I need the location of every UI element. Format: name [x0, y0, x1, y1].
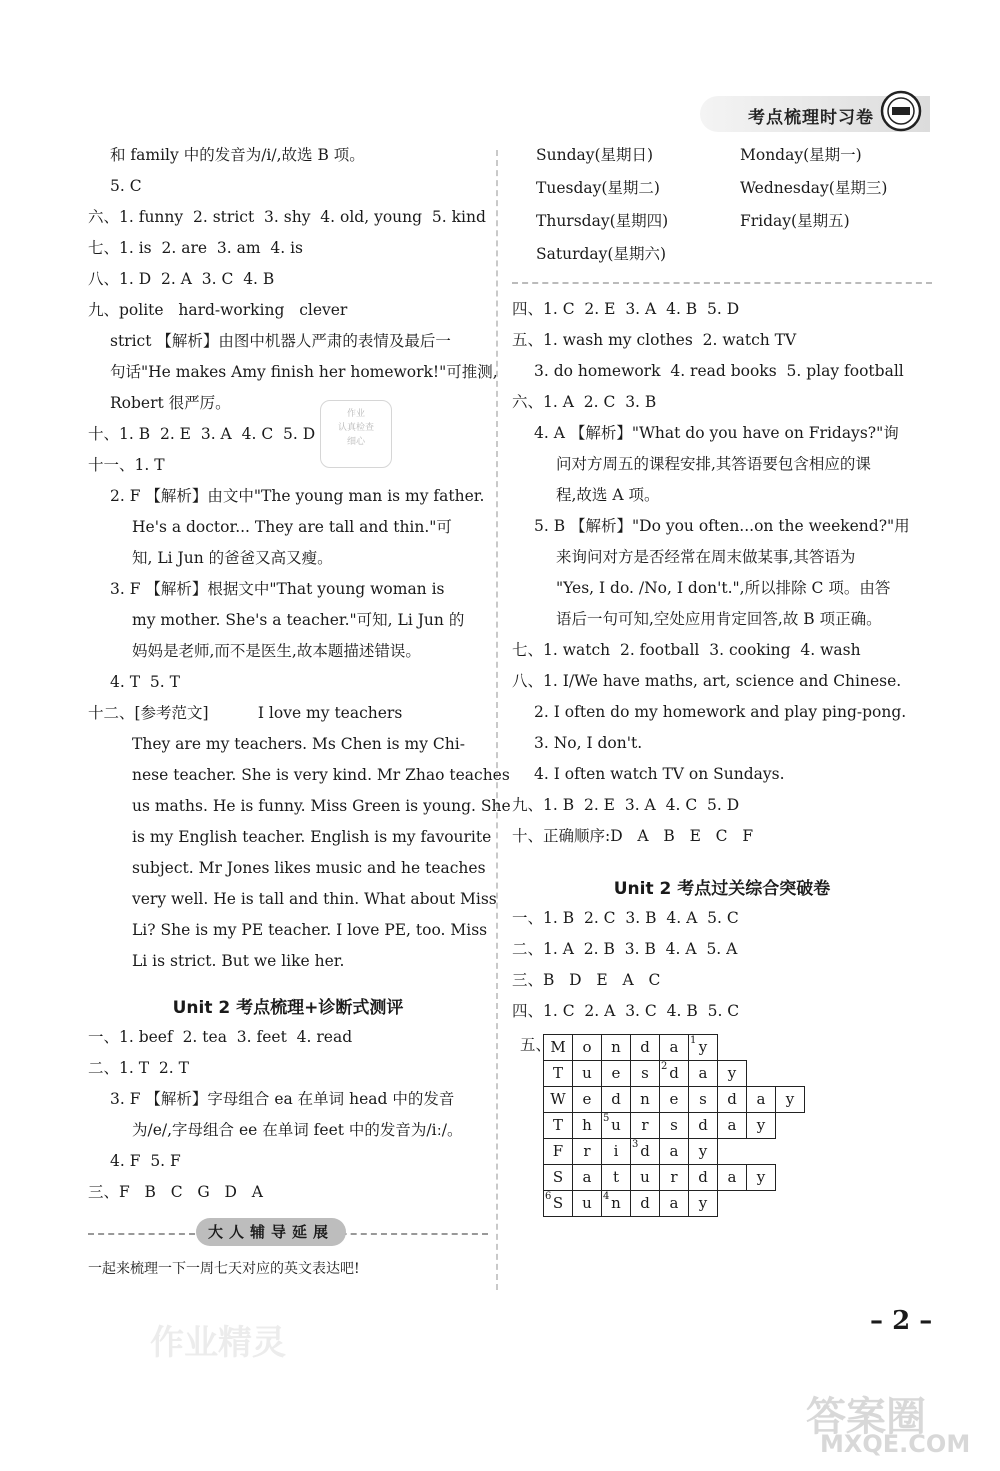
answer-line: Li? She is my PE teacher. I love PE, too. Miss	[132, 921, 488, 939]
answer-line: 4. F 5. F	[110, 1152, 181, 1170]
crossword-letter: y	[756, 1168, 766, 1186]
answer-line: 四、1. C 2. A 3. C 4. B 5. C	[512, 1002, 740, 1020]
answer-line: 一、1. beef 2. tea 3. feet 4. read	[88, 1028, 353, 1046]
crossword-row	[544, 1165, 776, 1191]
crossword-letter: T	[552, 1116, 563, 1134]
crossword-cell	[543, 1138, 573, 1165]
crossword-letter: d	[727, 1090, 737, 1108]
weekday-item: Sunday(星期日)	[536, 146, 654, 164]
crossword-letter: y	[727, 1064, 737, 1082]
crossword-letter: r	[641, 1116, 649, 1134]
answer-line: 七、1. watch 2. football 3. cooking 4. wash	[512, 641, 861, 659]
crossword-cell	[746, 1164, 776, 1191]
crossword-cell	[601, 1112, 631, 1139]
crossword-cell	[717, 1060, 747, 1087]
crossword-letter: n	[611, 1194, 621, 1212]
crossword-letter: a	[698, 1064, 708, 1082]
crossword-letter: a	[669, 1142, 679, 1160]
crossword-cell	[572, 1034, 602, 1061]
crossword-letter: y	[785, 1090, 795, 1108]
crossword-cell	[746, 1112, 776, 1139]
answer-line: us maths. He is funny. Miss Green is young. She	[132, 797, 511, 815]
crossword-cell	[543, 1190, 573, 1217]
answer-line: 4. A 【解析】"What do you have on Fridays?"询	[534, 424, 899, 442]
crossword-letter: a	[669, 1038, 679, 1056]
crossword-letter: d	[698, 1116, 708, 1134]
crossword-clue-number: 1	[690, 1035, 697, 1046]
crossword-letter: T	[552, 1064, 563, 1082]
crossword-cell	[688, 1138, 718, 1165]
crossword-grid	[512, 1031, 932, 1221]
answer-line: They are my teachers. Ms Chen is my Chi-	[132, 735, 465, 753]
answer-line: nese teacher. She is very kind. Mr Zhao teaches	[132, 766, 510, 784]
answer-line: 九、1. B 2. E 3. A 4. C 5. D	[512, 796, 740, 814]
answer-line: Robert 很严厉。	[110, 394, 231, 412]
answer-line: 3. No, I don't.	[534, 734, 643, 752]
watermark-url: MXQE.COM	[820, 1430, 971, 1458]
left-answers-block	[88, 140, 511, 977]
crossword-cell	[543, 1060, 573, 1087]
crossword-letter: e	[611, 1064, 621, 1082]
crossword-letter: a	[727, 1116, 737, 1134]
crossword-letter: d	[640, 1142, 650, 1160]
crossword-label: 五、	[520, 1036, 552, 1054]
weekday-item: Thursday(星期四)	[536, 212, 669, 230]
crossword-cell	[601, 1190, 631, 1217]
crossword-letter: S	[552, 1194, 564, 1212]
crossword-cell	[659, 1190, 689, 1217]
crossword-cell	[688, 1060, 718, 1087]
crossword-letter: a	[756, 1090, 766, 1108]
crossword-letter: h	[582, 1116, 592, 1134]
crossword-letter: i	[613, 1142, 619, 1160]
adult-guidance-label: 大人辅导延展	[196, 1218, 346, 1246]
stamp-mark: 作业 认真检查 细心	[320, 400, 392, 468]
answer-line: 5. B 【解析】"Do you often...on the weekend?"用	[534, 517, 910, 535]
crossword-cell	[659, 1112, 689, 1139]
crossword-cell	[630, 1190, 660, 1217]
crossword-cell	[572, 1060, 602, 1087]
crossword-cell	[543, 1034, 573, 1061]
answer-line: 为/e/,字母组合 ee 在单词 feet 中的发音为/iː/。	[132, 1121, 463, 1139]
answer-line: 八、1. D 2. A 3. C 4. B	[88, 270, 275, 288]
crossword-row	[544, 1035, 718, 1061]
crossword-cell	[688, 1112, 718, 1139]
answer-line: 一、1. B 2. C 3. B 4. A 5. C	[512, 909, 739, 927]
crossword-clue-number: 4	[603, 1191, 610, 1202]
crossword-letter: u	[582, 1064, 592, 1082]
weekday-item: Wednesday(星期三)	[740, 179, 888, 197]
answer-line: 十二、[参考范文] I love my teachers	[88, 704, 403, 722]
crossword-cell	[717, 1086, 747, 1113]
left-answers-block-2	[88, 1022, 488, 1208]
crossword-letter: r	[670, 1168, 678, 1186]
crossword-letter: a	[727, 1168, 737, 1186]
crossword-cell	[572, 1138, 602, 1165]
watermark-logo: 答案圈	[806, 1394, 926, 1440]
answer-line: 4. I often watch TV on Sundays.	[534, 765, 785, 783]
crossword-cell	[659, 1086, 689, 1113]
crossword-cell	[601, 1060, 631, 1087]
answer-line: 九、polite hard-working clever	[88, 301, 348, 319]
answer-line: 3. F 【解析】根据文中"That young woman is	[110, 580, 445, 598]
answer-line: 八、1. I/We have maths, art, science and Chinese.	[512, 672, 902, 690]
crossword-letter: d	[611, 1090, 621, 1108]
crossword-letter: a	[669, 1194, 679, 1212]
answer-line: 2. F 【解析】由文中"The young man is my father.	[110, 487, 485, 505]
adult-guidance-bar	[88, 1218, 488, 1248]
crossword-letter: F	[552, 1142, 564, 1160]
answer-line: 2. I often do my homework and play ping-pong.	[534, 703, 907, 721]
crossword-letter: d	[640, 1194, 650, 1212]
crossword-letter: S	[552, 1168, 564, 1186]
answer-line: Li is strict. But we like her.	[132, 952, 345, 970]
crossword-letter: d	[640, 1038, 650, 1056]
answer-line: 语后一句可知,空处应用肯定回答,故 B 项正确。	[556, 610, 882, 628]
dashed-separator	[512, 282, 932, 284]
answer-line: subject. Mr Jones likes music and he teaches	[132, 859, 486, 877]
adult-guidance-text: 一起来梳理一下一周七天对应的英文表达吧!	[88, 1261, 360, 1277]
crossword-letter: e	[582, 1090, 592, 1108]
crossword-clue-number: 5	[603, 1113, 610, 1124]
crossword-cell	[717, 1112, 747, 1139]
crossword-letter: e	[669, 1090, 679, 1108]
answer-line: 3. do homework 4. read books 5. play football	[534, 362, 904, 380]
crossword-cell	[572, 1164, 602, 1191]
crossword-letter: n	[640, 1090, 650, 1108]
publisher-logo-icon	[880, 90, 922, 132]
crossword-cell	[543, 1112, 573, 1139]
crossword-letter: d	[669, 1064, 679, 1082]
answer-line: 句话"He makes Amy finish her homework!"可推测,	[110, 363, 498, 381]
answer-line: 十一、1. T	[88, 456, 165, 474]
answer-line: strict 【解析】由图中机器人严肃的表情及最后一	[110, 332, 451, 350]
answer-line: 三、F B C G D A	[88, 1183, 263, 1201]
crossword-row	[544, 1087, 805, 1113]
answer-line: 十、1. B 2. E 3. A 4. C 5. D	[88, 425, 316, 443]
page-header-title: 考点梳理时习卷	[748, 108, 874, 128]
crossword-cell	[659, 1060, 689, 1087]
crossword-letter: r	[583, 1142, 591, 1160]
answer-line: is my English teacher. English is my favourite	[132, 828, 492, 846]
crossword-row	[544, 1113, 776, 1139]
column-divider	[496, 150, 498, 1290]
weekday-item: Saturday(星期六)	[536, 245, 666, 263]
crossword-clue-number: 6	[545, 1191, 552, 1202]
answer-line: very well. He is tall and thin. What about Miss	[132, 890, 497, 908]
crossword-letter: M	[550, 1038, 566, 1056]
crossword-letter: W	[550, 1090, 566, 1108]
crossword-letter: s	[641, 1064, 649, 1082]
crossword-letter: t	[612, 1168, 620, 1186]
weekday-item: Tuesday(星期二)	[536, 179, 660, 197]
crossword-row	[544, 1061, 747, 1087]
answer-line: 妈妈是老师,而不是医生,故本题描述错误。	[132, 642, 421, 660]
crossword-cell	[601, 1138, 631, 1165]
crossword-cell	[630, 1086, 660, 1113]
crossword-row	[544, 1191, 718, 1217]
answer-line: "Yes, I do. /No, I don't.",所以排除 C 项。由答	[556, 579, 891, 597]
crossword-cell	[688, 1086, 718, 1113]
crossword-letter: y	[756, 1116, 766, 1134]
crossword-letter: y	[698, 1194, 708, 1212]
crossword-cell	[659, 1164, 689, 1191]
crossword-cell	[601, 1034, 631, 1061]
section-title-unit2-review: Unit 2 考点梳理+诊断式测评	[172, 998, 404, 1018]
right-answers-block	[512, 294, 932, 852]
crossword-cell	[630, 1138, 660, 1165]
crossword-clue-number: 3	[632, 1139, 639, 1150]
answer-line: 二、1. T 2. T	[88, 1059, 189, 1077]
weekdays-grid	[512, 140, 932, 270]
answer-line: 三、B D E A C	[512, 971, 661, 989]
right-column	[512, 140, 932, 1221]
answer-line: 5. C	[110, 177, 142, 195]
answer-line: 七、1. is 2. are 3. am 4. is	[88, 239, 304, 257]
crossword-cell	[630, 1060, 660, 1087]
right-answers-block-2	[512, 903, 932, 1027]
answer-line: 3. F 【解析】字母组合 ea 在单词 head 中的发音	[110, 1090, 455, 1108]
crossword-cell	[630, 1164, 660, 1191]
answer-line: 知, Li Jun 的爸爸又高又瘦。	[132, 549, 333, 567]
answer-line: 4. T 5. T	[110, 673, 180, 691]
answer-line: 六、1. A 2. C 3. B	[512, 393, 657, 411]
crossword-letter: s	[699, 1090, 707, 1108]
crossword-clue-number: 2	[661, 1061, 668, 1072]
crossword-row	[544, 1139, 718, 1165]
answer-line: 五、1. wash my clothes 2. watch TV	[512, 331, 797, 349]
answer-line: 问对方周五的课程安排,其答语要包含相应的课	[556, 455, 871, 473]
crossword-letter: a	[582, 1168, 592, 1186]
answer-line: He's a doctor... They are tall and thin."可	[132, 518, 452, 536]
crossword-cell	[543, 1086, 573, 1113]
answer-line: 二、1. A 2. B 3. B 4. A 5. A	[512, 940, 738, 958]
crossword-letter: u	[582, 1194, 592, 1212]
weekday-item: Friday(星期五)	[740, 212, 850, 230]
crossword-letter: u	[611, 1116, 621, 1134]
crossword-letter: y	[698, 1142, 708, 1160]
crossword-cell	[688, 1164, 718, 1191]
crossword-cell	[630, 1034, 660, 1061]
answer-line: 来询问对方是否经常在周末做某事,其答语为	[556, 548, 856, 566]
left-column	[88, 140, 511, 1285]
page-number: – 2 –	[870, 1306, 933, 1336]
section-title-unit2-test: Unit 2 考点过关综合突破卷	[613, 879, 831, 899]
crossword-letter: s	[670, 1116, 678, 1134]
answer-line: 六、1. funny 2. strict 3. shy 4. old, young 5. kind	[88, 208, 486, 226]
answer-line: 十、正确顺序:D A B E C F	[512, 827, 754, 845]
crossword-cell	[775, 1086, 805, 1113]
answer-line: 程,故选 A 项。	[556, 486, 660, 504]
crossword-letter: d	[698, 1168, 708, 1186]
answer-line: my mother. She's a teacher."可知, Li Jun 的	[132, 611, 465, 629]
crossword-letter: u	[640, 1168, 650, 1186]
crossword-cell	[688, 1034, 718, 1061]
crossword-cell	[717, 1164, 747, 1191]
crossword-letter: y	[698, 1038, 708, 1056]
weekday-item: Monday(星期一)	[740, 146, 862, 164]
crossword-cell	[572, 1086, 602, 1113]
crossword-cell	[659, 1138, 689, 1165]
crossword-cell	[746, 1086, 776, 1113]
crossword-cell	[572, 1112, 602, 1139]
crossword-cell	[688, 1190, 718, 1217]
answer-line: 四、1. C 2. E 3. A 4. B 5. D	[512, 300, 740, 318]
crossword-letter: o	[582, 1038, 592, 1056]
answer-line: 和 family 中的发音为/i/,故选 B 项。	[110, 146, 365, 164]
faint-watermark: 作业精灵	[150, 1323, 286, 1363]
crossword-letter: n	[611, 1038, 621, 1056]
crossword-cell	[572, 1190, 602, 1217]
